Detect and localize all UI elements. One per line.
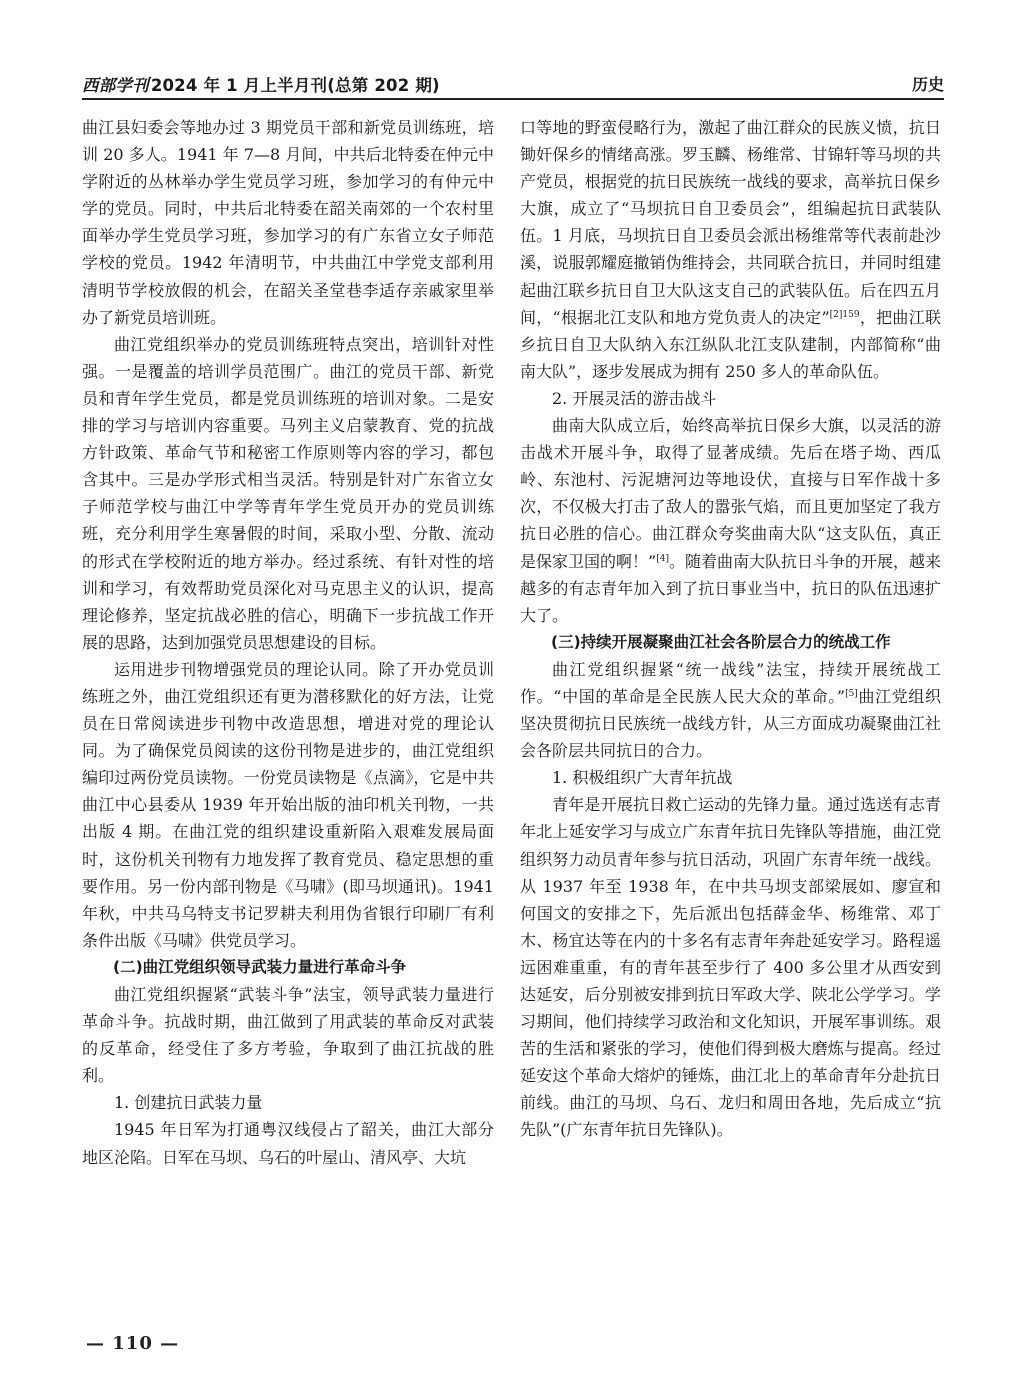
paragraph [520,656,941,764]
subheading: 2. 开展灵活的游击战斗 [552,388,717,408]
citation: [4] [656,553,669,564]
page-number: — 110 — [86,1333,180,1354]
left-column [82,114,494,1171]
paragraph: 曲江党组织握紧“武装斗争”法宝，领导武装力量进行革命斗争。抗战时期，曲江做到了用武装的革命反对武装的反革命，经受住了多方考验，争取到了曲江抗战的胜利。 [82,985,494,1086]
issue-label: 2024 年 1 月上半月刊(总第 202 期) [150,76,440,95]
subheading: 1. 创建抗日武装力量 [114,1093,263,1113]
section-heading: (二)曲江党组织领导武装力量进行革命斗争 [113,957,407,976]
paragraph: 运用进步刊物增强党员的理论认同。除了开办党员训练班之外，曲江党组织还有更为潜移默化的好方法，让党员在日常阅读进步刊物中改造思想，增进对党的理论认同。为了确保党员阅读的这份刊物是进步的，曲江党组织编印过两份党员读物。一份党员读物是《点滴》，它是中共曲江中心县委从 1939 年开始出版的油印机关刊物，一共出版 4 期。在曲江党的组织建设重新陷入艰难发展局面时，这份机关刊物有力地发挥了教育党员、稳定思想的重要作用。另一份内部刊物是《马啸》(即马坝通讯)。1941 年秋，中共马乌特支书记罗耕夫利用伪省银行印刷厂有利条件出版《马啸》供党员学习。 [82,659,494,950]
journal-logo: 西部学刊 [82,76,149,95]
paragraph-text: 曲南大队成立后，始终高举抗日保乡大旗，以灵活的游击战术开展斗争，取得了显著成绩。先后在塔子坳、西瓜岭、东池村、污泥塘河边等地设伏，直接与日军作战十多次，不仅极大打击了敌人的嚣张气焰，而且更加坚定了我方抗日必胜的信心。曲江群众夸奖曲南大队“这支队伍，真正是保家卫国的啊！” [520,416,941,571]
paragraph [520,412,941,629]
section-heading: (三)持续开展凝聚曲江社会各阶层合力的统战工作 [551,632,891,651]
header-rule [82,98,944,100]
paragraph-text: ，把曲江联乡抗日自卫大队纳入东江纵队北江支队建制，内部简称“曲南大队”，逐步发展成为拥有 250 多人的革命队伍。 [520,307,941,381]
paragraph-text: 曲江党组织坚决贯彻抗日民族统一战线方针，从三方面成功凝聚曲江社会各阶层共同抗日的合力。 [520,686,941,761]
subheading: 1. 积极组织广大青年抗战 [552,768,733,788]
paragraph: 青年是开展抗日救亡运动的先锋力量。通过选送有志青年北上延安学习与成立广东青年抗日先锋队等措施，曲江党组织努力动员青年参与抗日活动，巩固广东青年统一战线。从 1937 年至 1938 年，在中共马坝支部梁展如、廖宣和何国文的安排之下，先后派出包括薛金华、杨维常、邓丁木、杨宜达等在内的十多名有志青年奔赴延安学习。路程遥远困难重重，有的青年甚至步行了 400 多公里才从西安到达延安，后分别被安排到抗日军政大学、陕北公学学习。学习期间，他们持续学习政治和文化知识，开展军事训练。艰苦的生活和紧张的学习，使他们得到极大磨炼与提高。经过延安这个革命大熔炉的锤炼，曲江北上的革命青年分赴抗日前线。曲江的马坝、乌石、龙归和周田各地，先后成立“抗先队”(广东青年抗日先锋队)。 [520,795,941,1140]
section-label: 历史 [911,75,944,94]
citation: [2]159 [829,309,860,320]
paragraph [520,114,941,385]
running-header [82,68,944,102]
right-column [520,114,941,1144]
paragraph: 曲江党组织举办的党员训练班特点突出，培训针对性强。一是覆盖的培训学员范围广。曲江的党员干部、新党员和青年学生党员，都是党员训练班的培训对象。二是安排的学习与培训内容重要。马列主义启蒙教育、党的抗战方针政策、革命气节和秘密工作原则等内容的学习，都包含其中。三是办学形式相当灵活。特别是针对广东省立女子师范学校与曲江中学等青年学生党员开办的党员训练班，充分利用学生寒暑假的时间，采取小型、分散、流动的形式在学校附近的地方举办。经过系统、有针对性的培训和学习，有效帮助党员深化对马克思主义的认识，提高理论修养，坚定抗战必胜的信心，明确下一步抗战工作开展的思路，达到加强党员思想建设的目标。 [82,334,494,652]
paragraph: 曲江县妇委会等地办过 3 期党员干部和新党员训练班，培训 20 多人。1941 年 7—8 月间，中共后北特委在仲元中学附近的丛林举办学生党员学习班，参加学习的有仲元中学的党员。同时，中共后北特委在韶关南郊的一个农村里面举办学生党员学习班，参加学习的有广东省立女子师范学校的党员。1942 年清明节，中共曲江中学党支部利用清明节学校放假的机会，在韶关圣堂巷李适存亲戚家里举办了新党员培训班。 [82,118,494,327]
paragraph-text: 曲江党组织握紧“统一战线”法宝，持续开展统战工作。“中国的革命是全民族人民大众的革命。” [520,659,941,706]
paragraph-text: 口等地的野蛮侵略行为，激起了曲江群众的民族义愤，抗日锄奸保乡的情绪高涨。罗玉麟、杨维常、甘锦轩等马坝的共产党员，根据党的抗日民族统一战线的要求，高举抗日保乡大旗，成立了“马坝抗日自卫委员会”，组编起抗日武装队伍。1 月底，马坝抗日自卫委员会派出杨维常等代表前赴沙溪，说服郭耀庭撤销伪维持会，共同联合抗日，并同时组建起曲江联乡抗日自卫大队这支自己的武装队伍。后在四五月间，“根据北江支队和地方党负责人的决定” [520,118,941,327]
citation: [5] [845,688,858,699]
paragraph: 1945 年日军为打通粤汉线侵占了韶关，曲江大部分地区沦陷。日军在马坝、乌石的叶屋山、清风亭、大坑 [82,1120,494,1167]
paragraph-text: 。随着曲南大队抗日斗争的开展，越来越多的有志青年加入到了抗日事业当中，抗日的队伍迅速扩大了。 [520,551,941,625]
journal-issue-line [82,72,440,96]
